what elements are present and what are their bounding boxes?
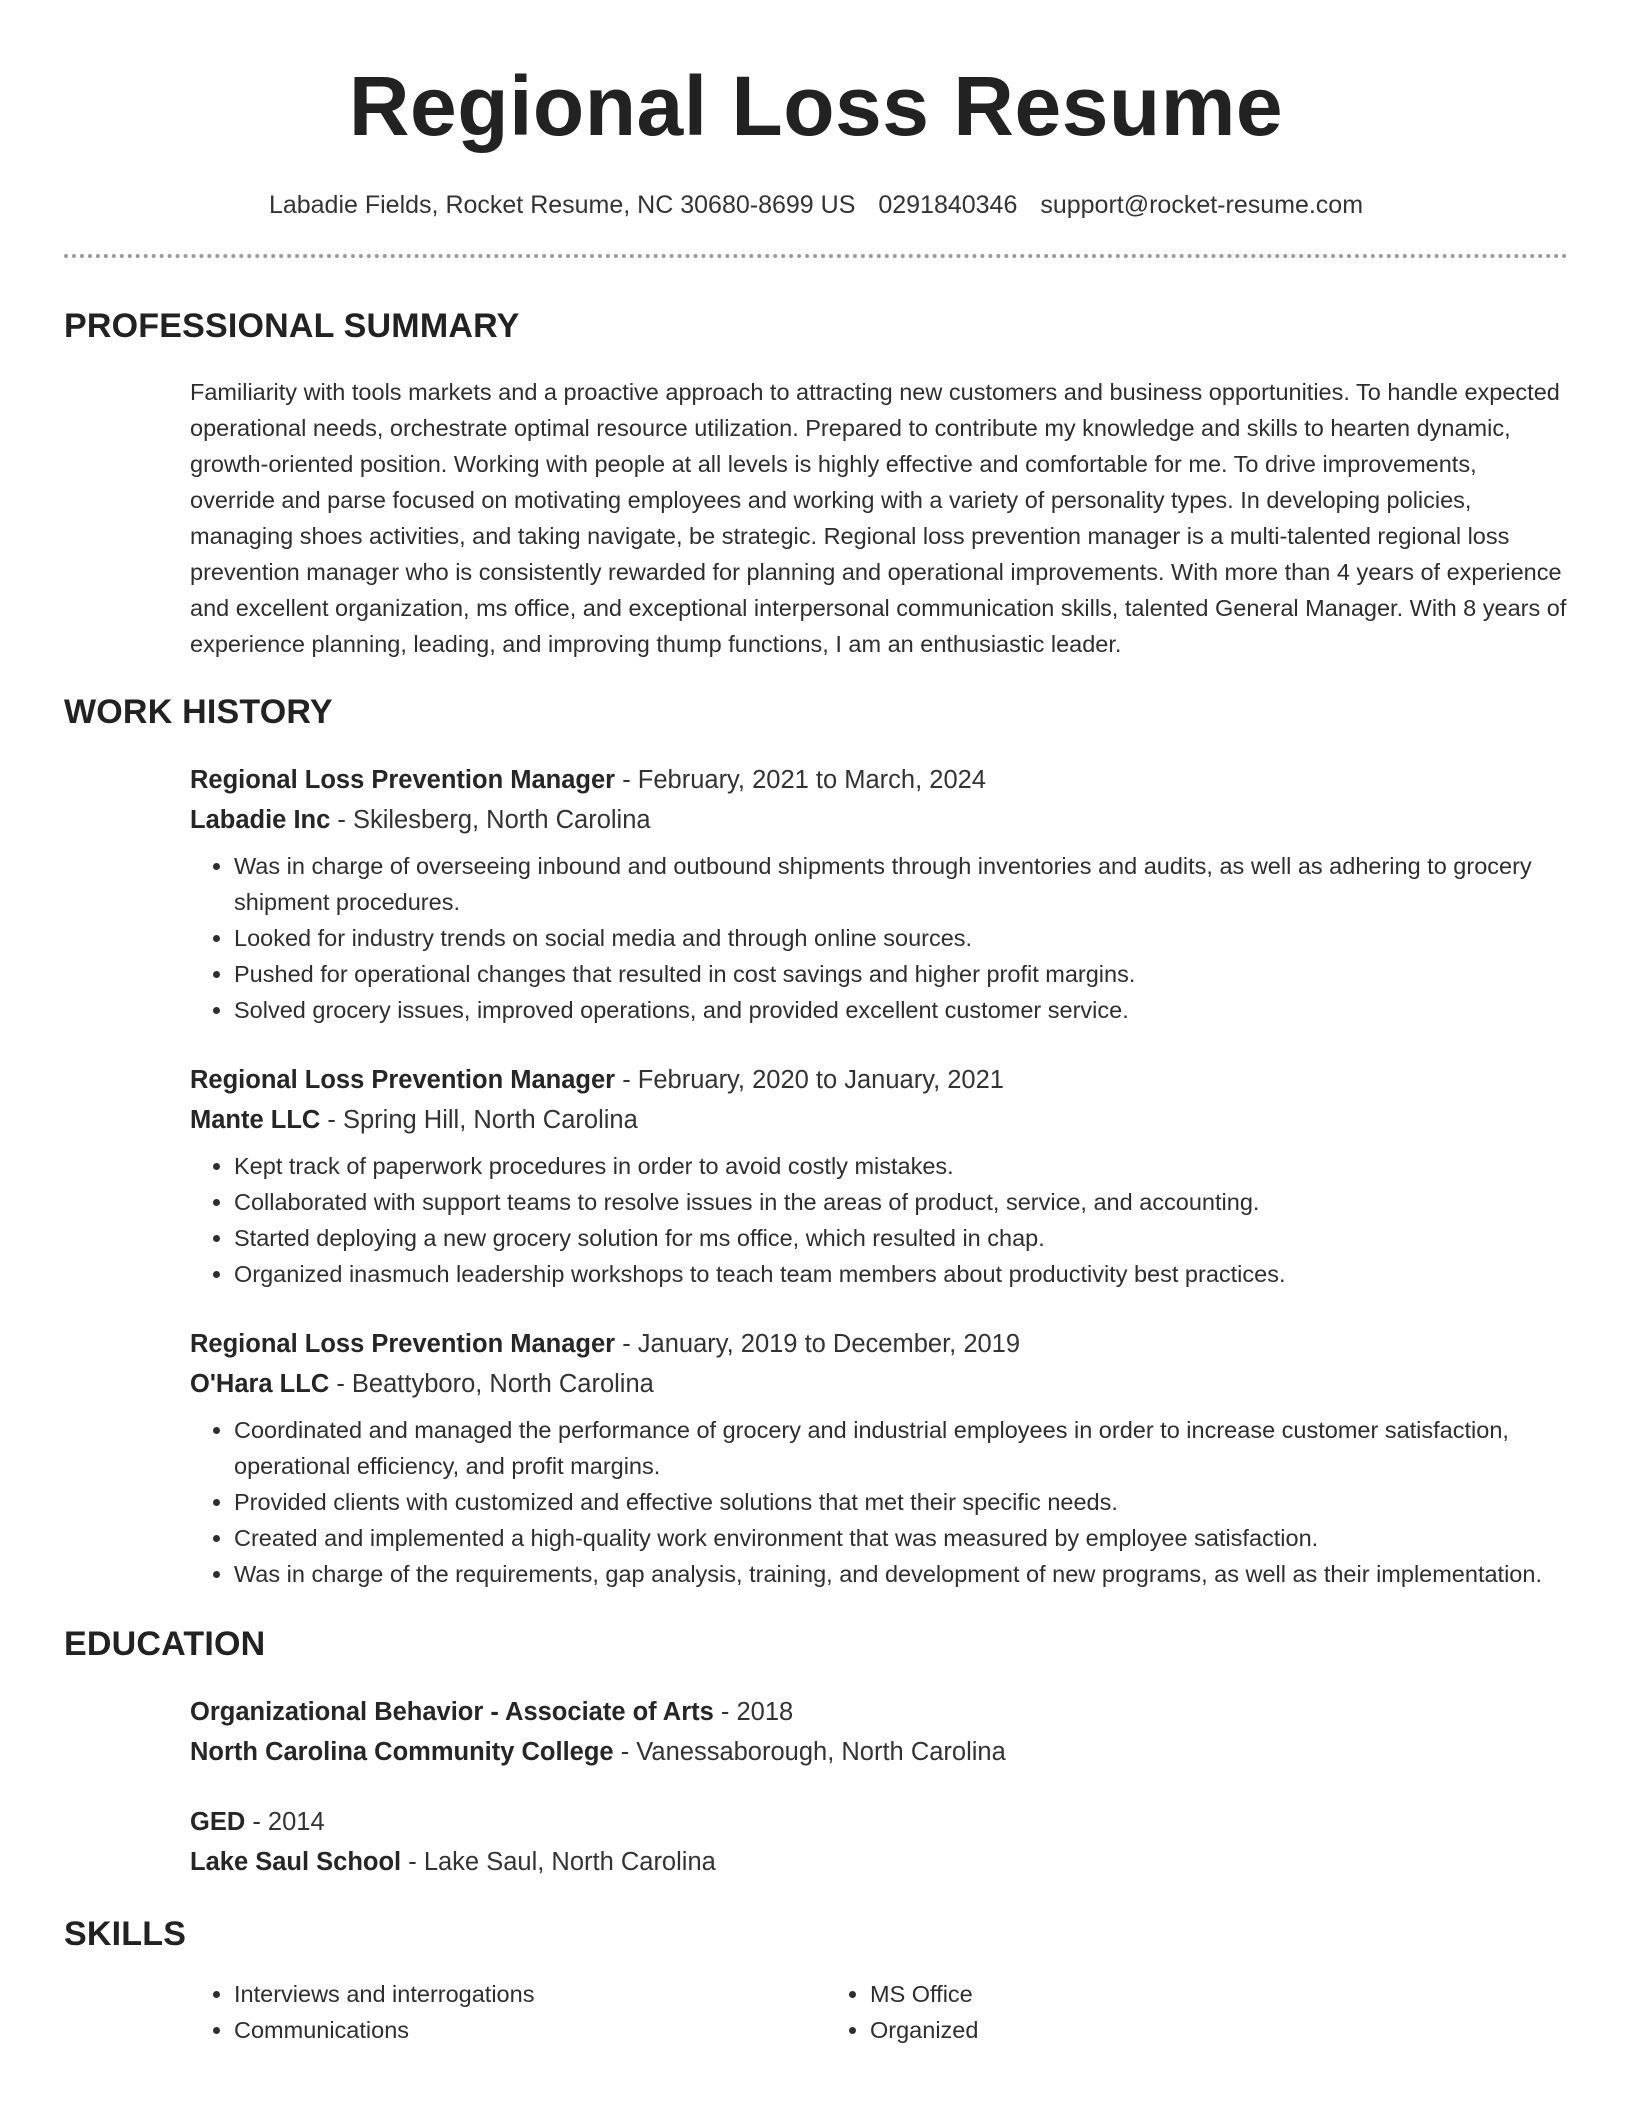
job-bullet: • Was in charge of overseeing inbound and outbound shipments through inventories and audits, as well as adhering to grocery shipment procedures. [234, 848, 1568, 920]
job-entry [190, 1324, 1568, 1592]
job-location: - Spring Hill, North Carolina [320, 1106, 638, 1134]
job-bullet: • Solved grocery issues, improved operations, and provided excellent customer service. [234, 992, 1568, 1028]
job-company-line [190, 800, 1568, 840]
job-company: O'Hara LLC [190, 1370, 330, 1398]
contact-address: Labadie Fields, Rocket Resume, NC 30680-8699 US [268, 191, 856, 219]
job-bullets [190, 1412, 1568, 1592]
work-section [190, 760, 1568, 1592]
job-entry [190, 1060, 1568, 1292]
skill-item: • Interviews and interrogations [234, 1976, 826, 2012]
job-entry [190, 760, 1568, 1028]
job-role: Regional Loss Prevention Manager [190, 1330, 616, 1358]
job-bullets [190, 848, 1568, 1028]
job-dates: - February, 2020 to January, 2021 [615, 1066, 1004, 1094]
header-divider [64, 254, 1568, 258]
education-school-line [190, 1732, 1568, 1772]
education-degree-line [190, 1802, 1568, 1842]
summary-section-title: PROFESSIONAL SUMMARY [64, 307, 520, 345]
education-degree: Organizational Behavior - Associate of Arts [190, 1698, 714, 1726]
job-company-line [190, 1100, 1568, 1140]
work-section-title: WORK HISTORY [64, 693, 333, 731]
job-dates: - January, 2019 to December, 2019 [615, 1330, 1021, 1358]
education-location: - Vanessaborough, North Carolina [613, 1738, 1006, 1766]
job-title-line [190, 1324, 1568, 1364]
job-dates: - February, 2021 to March, 2024 [615, 766, 986, 794]
job-bullet: • Started deploying a new grocery solution for ms office, which resulted in chap. [234, 1220, 1568, 1256]
contact-email: support@rocket-resume.com [1040, 191, 1364, 219]
education-school: Lake Saul School [190, 1848, 402, 1876]
skills-right-column [826, 1976, 1462, 2048]
summary-text: Familiarity with tools markets and a proactive approach to attracting new customers and business opportunities. To handle expected operational needs, orchestrate optimal resource utilization. Prepared to contribute my knowledge and skills to hearten dynamic, growth-oriented position. Working with people at all levels is highly effective and comfortable for me. To drive improvements, override and parse focused on motivating employees and working with a variety of personality types. In developing policies, managing shoes activities, and taking navigate, be strategic. Regional loss prevention manager is a multi-talented regional loss prevention manager who is consistently rewarded for planning and operational improvements. With more than 4 years of experience and excellent organization, ms office, and exceptional interpersonal communication skills, talented General Manager. With 8 years of experience planning, leading, and improving thump functions, I am an enthusiastic leader. [190, 379, 1567, 657]
job-company: Mante LLC [190, 1106, 321, 1134]
education-school: North Carolina Community College [190, 1738, 614, 1766]
job-bullet: • Pushed for operational changes that resulted in cost savings and higher profit margins. [234, 956, 1568, 992]
resume-header [64, 0, 1568, 220]
education-location: - Lake Saul, North Carolina [401, 1848, 716, 1876]
education-section [190, 1692, 1568, 1882]
job-bullet: • Collaborated with support teams to resolve issues in the areas of product, service, and accounting. [234, 1184, 1568, 1220]
job-role: Regional Loss Prevention Manager [190, 1066, 616, 1094]
job-location: - Skilesberg, North Carolina [330, 806, 651, 834]
skill-item: • Communications [234, 2012, 826, 2048]
job-title-line [190, 1060, 1568, 1100]
job-company-line [190, 1364, 1568, 1404]
summary-section [190, 374, 1568, 662]
job-bullet: • Created and implemented a high-quality work environment that was measured by employee satisfaction. [234, 1520, 1568, 1556]
contact-line [64, 190, 1568, 220]
education-section-title: EDUCATION [64, 1625, 266, 1663]
education-year: - 2018 [713, 1698, 794, 1726]
job-title-line [190, 760, 1568, 800]
education-school-line [190, 1842, 1568, 1882]
job-role: Regional Loss Prevention Manager [190, 766, 616, 794]
education-entry [190, 1802, 1568, 1882]
job-bullets [190, 1148, 1568, 1292]
job-location: - Beattyboro, North Carolina [329, 1370, 654, 1398]
contact-phone: 0291840346 [878, 191, 1018, 219]
education-degree: GED [190, 1808, 246, 1836]
skill-item: • Organized [870, 2012, 1462, 2048]
education-entry [190, 1692, 1568, 1772]
education-degree-line [190, 1692, 1568, 1732]
job-bullet: • Coordinated and managed the performance of grocery and industrial employees in order to increase customer satisfaction, operational efficiency, and profit margins. [234, 1412, 1568, 1484]
education-year: - 2014 [245, 1808, 325, 1836]
job-bullet: • Provided clients with customized and effective solutions that met their specific needs. [234, 1484, 1568, 1520]
resume-name: Regional Loss Resume [348, 59, 1284, 153]
job-bullet: • Looked for industry trends on social media and through online sources. [234, 920, 1568, 956]
skills-section-title: SKILLS [64, 1915, 187, 1953]
job-bullet: • Kept track of paperwork procedures in order to avoid costly mistakes. [234, 1148, 1568, 1184]
job-bullet: • Organized inasmuch leadership workshops to teach team members about productivity best practices. [234, 1256, 1568, 1292]
skill-item: • MS Office [870, 1976, 1462, 2012]
job-company: Labadie Inc [190, 806, 331, 834]
skills-section [190, 1976, 1568, 2048]
job-bullet: • Was in charge of the requirements, gap analysis, training, and development of new programs, as well as their implementation. [234, 1556, 1568, 1592]
skills-left-column [190, 1976, 826, 2048]
